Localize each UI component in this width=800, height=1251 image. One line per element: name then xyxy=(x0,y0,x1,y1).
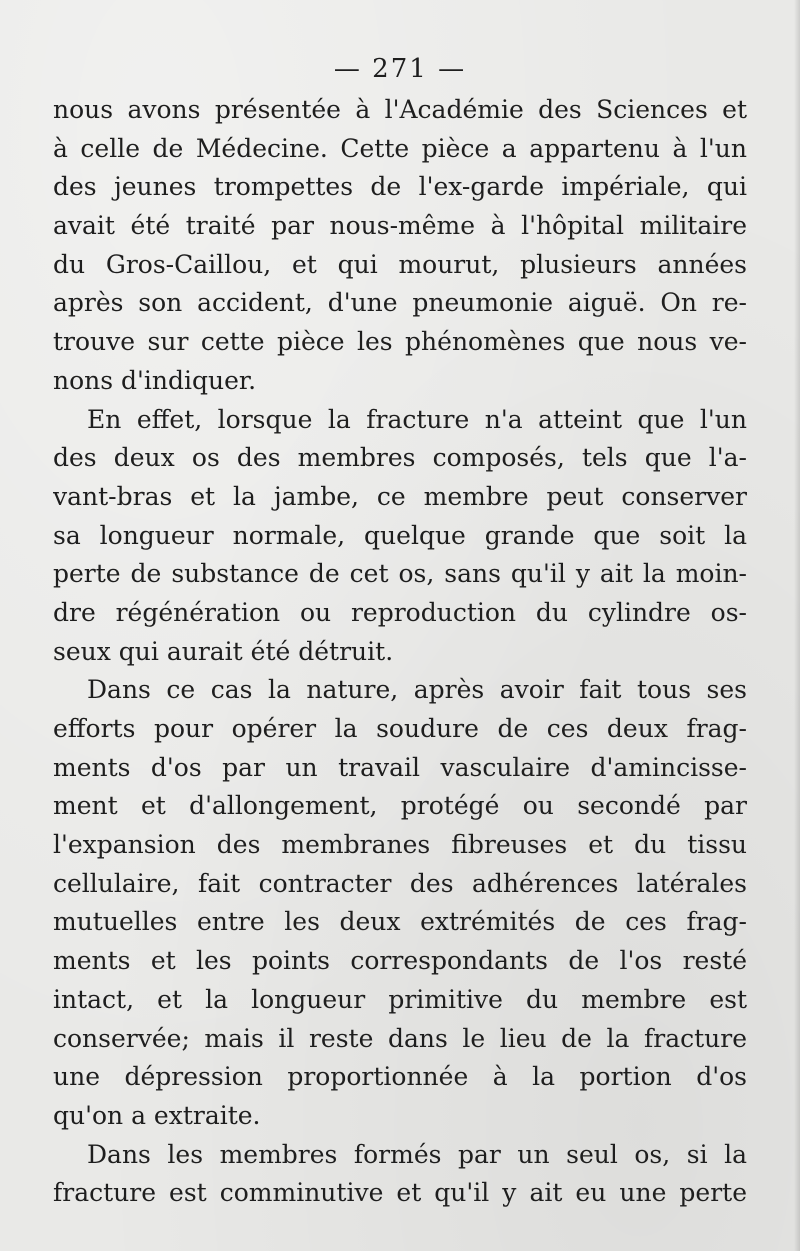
text-line: ment et d'allongement, protégé ou secondé par xyxy=(53,791,747,821)
text-line: qu'on a extraite. xyxy=(53,1100,261,1130)
text-line: En effet, lorsque la fracture n'a atteint que l'un xyxy=(87,404,747,434)
text-line: nons d'indiquer. xyxy=(53,365,257,395)
text-line: une dépression proportionnée à la portion d'os xyxy=(53,1062,747,1092)
text-line: conservée; mais il reste dans le lieu de la fracture xyxy=(53,1023,747,1053)
text-line: trouve sur cette pièce les phénomènes que nous ve- xyxy=(53,327,747,357)
paragraph-4 xyxy=(53,1136,747,1213)
text-line: à celle de Médecine. Cette pièce a appartenu à l'un xyxy=(53,133,747,163)
page-number: — 271 — xyxy=(333,54,467,84)
text-line: sa longueur normale, quelque grande que soit la xyxy=(53,520,747,550)
text-line: intact, et la longueur primitive du membre est xyxy=(53,984,747,1014)
text-line: l'expansion des membranes fibreuses et du tissu xyxy=(53,830,747,860)
text-line: seux qui aurait été détruit. xyxy=(53,636,394,666)
text-line: cellulaire, fait contracter des adhérences latérales xyxy=(53,868,747,898)
text-line: des deux os des membres composés, tels que l'a- xyxy=(53,443,747,473)
text-line: vant-bras et la jambe, ce membre peut conserver xyxy=(53,481,747,511)
text-line: ments et les points correspondants de l'os resté xyxy=(53,946,747,976)
page-edge-shadow xyxy=(794,0,800,1251)
text-line: nous avons présentée à l'Académie des Sciences et xyxy=(53,95,747,124)
text-line: dre régénération ou reproduction du cylindre os- xyxy=(53,597,747,627)
body-text xyxy=(53,91,747,1213)
text-line: efforts pour opérer la soudure de ces deux frag- xyxy=(53,714,747,743)
text-line: des jeunes trompettes de l'ex-garde impériale, qui xyxy=(53,172,747,202)
text-line: fracture est comminutive et qu'il y ait eu une perte xyxy=(53,1178,747,1208)
text-line: ments d'os par un travail vasculaire d'amincisse- xyxy=(53,752,747,782)
paragraph-1 xyxy=(53,91,747,401)
text-line: après son accident, d'une pneumonie aiguë. On re- xyxy=(53,288,747,318)
paragraph-3 xyxy=(53,671,747,1135)
text-line: mutuelles entre les deux extrémités de ces frag- xyxy=(53,907,747,937)
paragraph-2 xyxy=(53,401,747,672)
text-line: perte de substance de cet os, sans qu'il y ait la moin- xyxy=(53,559,747,589)
text-line: du Gros-Caillou, et qui mourut, plusieurs années xyxy=(53,249,747,279)
text-line: avait été traité par nous-même à l'hôpital militaire xyxy=(53,211,747,241)
text-line: Dans ce cas la nature, après avoir fait tous ses xyxy=(87,675,747,705)
text-line: Dans les membres formés par un seul os, si la xyxy=(87,1139,747,1169)
